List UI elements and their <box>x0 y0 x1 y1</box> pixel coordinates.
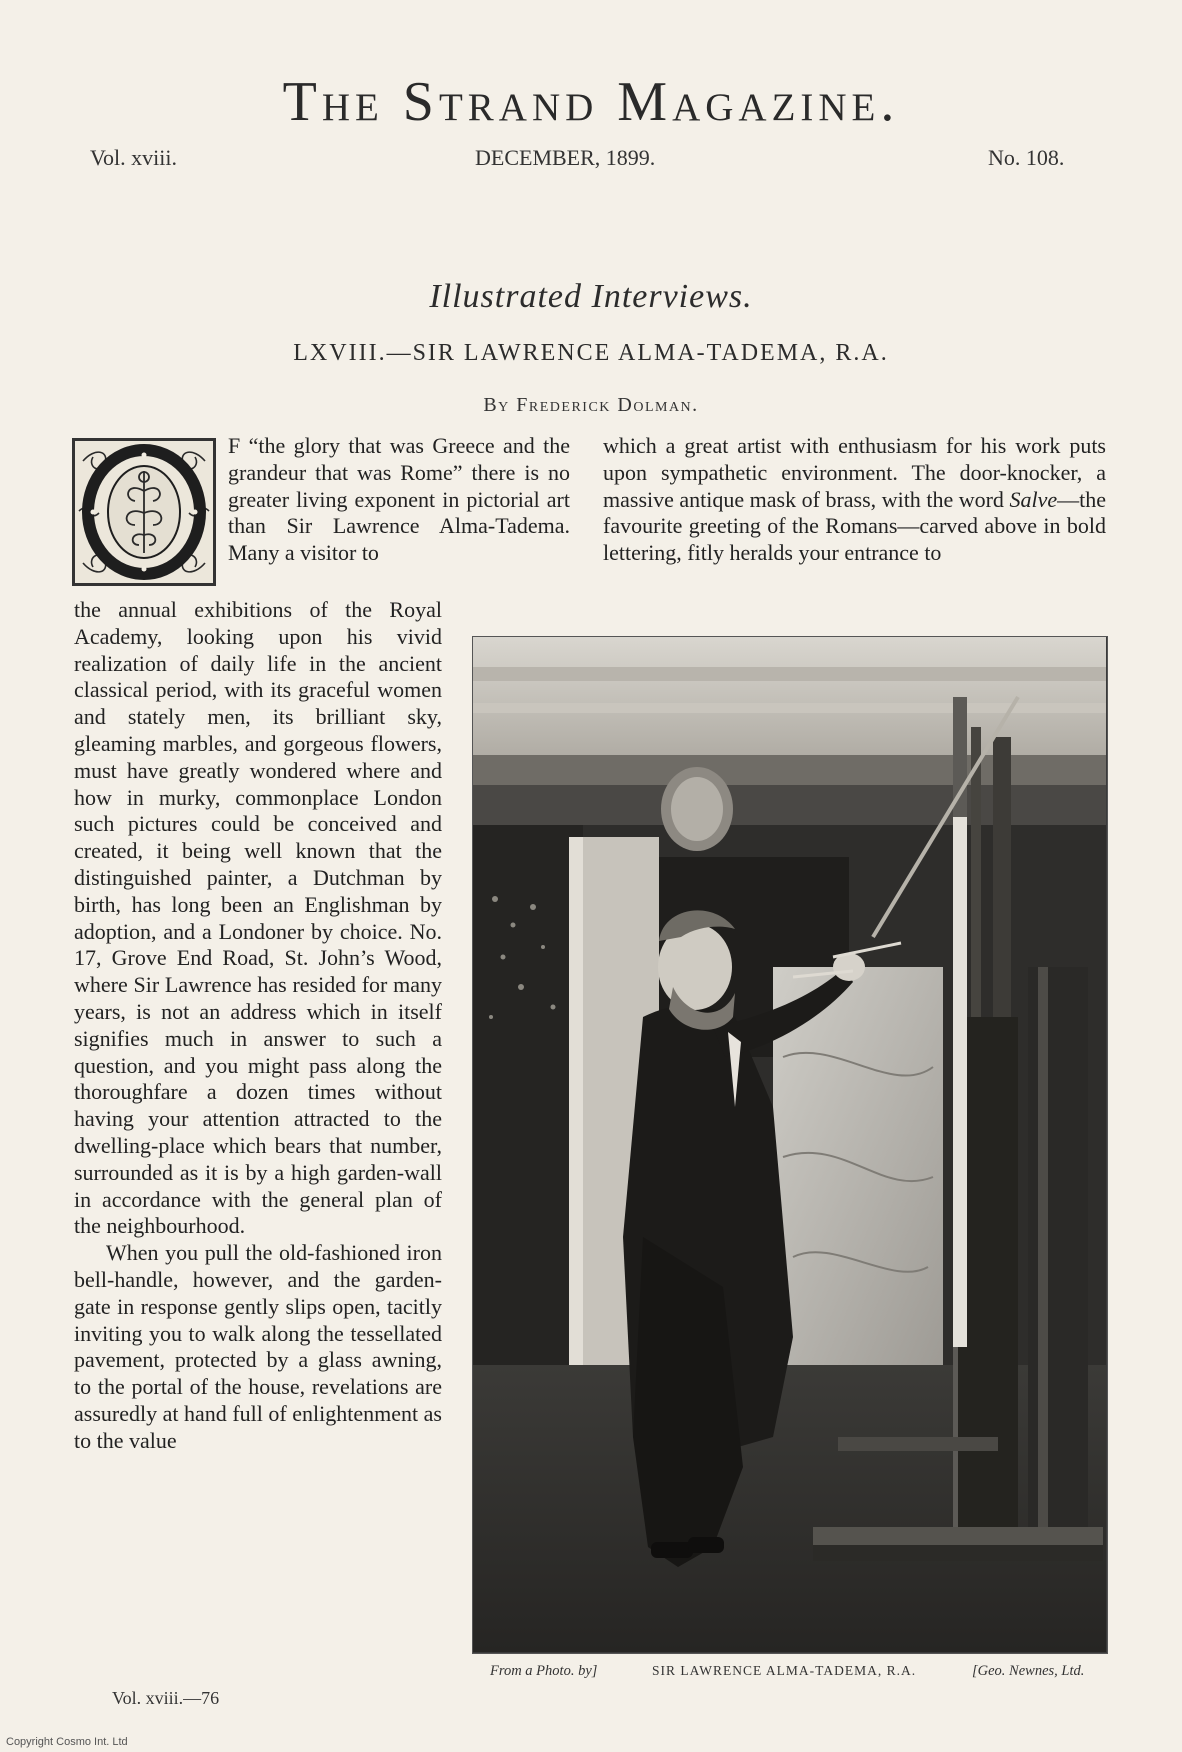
section-title: Illustrated Interviews. <box>429 278 753 315</box>
drop-cap-ornament <box>72 438 216 586</box>
paragraph-1-continued: the annual exhibitions of the Royal Academy, looking upon his vivid realization of daily life in the ancient classical period, with its graceful women and stately men, its brilliant sky, gleaming marbles, and gorgeous flowers, must have greatly wondered where and how in murky, commonplace London such pictures could be conceived and created, it being well known that the distinguished painter, a Dutchman by birth, has long been an Englishman by adoption, and a Londoner by choice. No. 17, Grove End Road, St. John’s Wood, where Sir Lawrence has resided for many years, is not an address which in itself signifies much in answer to such a question, and you might pass along the thoroughfare a dozen times without having your attention attracted to the dwelling-place which bears that number, surrounded as it is by a high garden-wall in accordance with the general plan of the neighbourhood. <box>74 597 442 1239</box>
paragraph-2: When you pull the old-fashioned iron bell-handle, however, and the garden-gate in response gently slips open, tacitly inviting you to walk along the tessellated pavement, protected by a glass awning, to the portal of the house, revelations are assuredly at hand full of enlightenment as to the value <box>74 1240 442 1453</box>
column-2-text-b: —the favourite greeting of the Romans—carved above in bold lettering, fitly heralds your entrance to <box>603 486 1107 566</box>
photo-credit-right: [Geo. Newnes, Ltd. <box>972 1663 1085 1679</box>
copyright-watermark: Copyright Cosmo Int. Ltd <box>6 1736 128 1748</box>
column-1-top <box>228 433 570 567</box>
paragraph-column-2 <box>603 433 1106 567</box>
article-title: LXVIII.—SIR LAWRENCE ALMA-TADEMA, R.A. <box>293 340 889 366</box>
column-1-main <box>74 597 442 1455</box>
photo-caption: SIR LAWRENCE ALMA-TADEMA, R.A. <box>652 1663 917 1678</box>
issue-date: DECEMBER, 1899. <box>475 145 656 170</box>
issue-number: No. 108. <box>988 145 1065 170</box>
portrait-photograph <box>472 636 1108 1654</box>
issue-volume: Vol. xviii. <box>90 145 178 170</box>
salve-word: Salve <box>1009 486 1058 512</box>
paragraph-1-opening: F “the glory that was Greece and the grandeur that was Rome” there is no greater living exponent in pictorial art than Sir Lawrence Alma-Tadema. Many a visitor to <box>228 433 570 566</box>
column-2-top <box>603 433 1106 567</box>
masthead-title: The Strand Magazine. <box>282 71 900 133</box>
page-folio: Vol. xviii.—76 <box>112 1688 220 1708</box>
photo-credit-left: From a Photo. by] <box>490 1663 598 1679</box>
column-2-text-a: which a great artist with enthusiasm for his work puts upon sympathetic environment. The door-knocker, a massive antique mask of brass, with the word <box>603 433 1106 512</box>
byline: By Frederick Dolman. <box>483 394 699 416</box>
